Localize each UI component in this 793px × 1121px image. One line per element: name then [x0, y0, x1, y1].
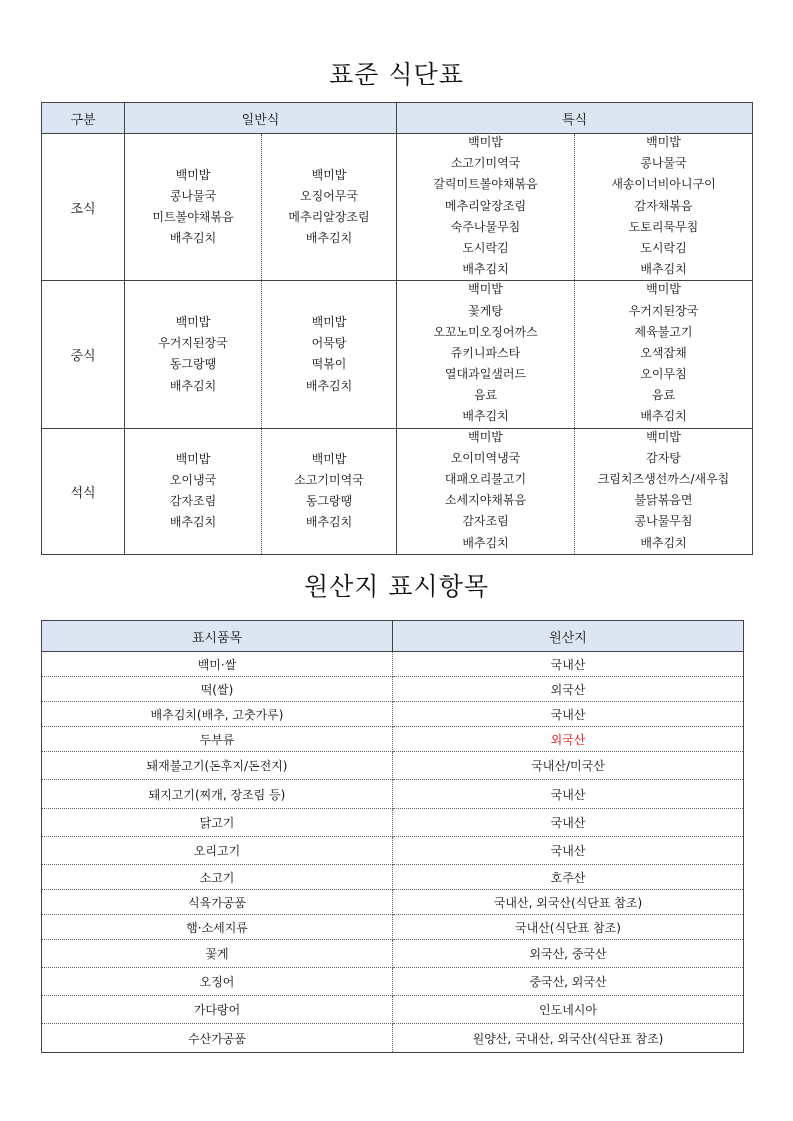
dish-item: 백미밥: [311, 451, 347, 466]
dish-item: 백미밥: [311, 167, 347, 182]
dish-item: 배추김치: [462, 262, 509, 277]
origin-item: 닭고기: [42, 809, 393, 837]
dish-item: 음료: [651, 388, 676, 403]
origin-country: 국내산(식단표 참조): [393, 915, 744, 940]
origin-country: 국내산: [393, 702, 744, 727]
dish-item: 감자조림: [169, 494, 217, 509]
origin-row: [42, 1024, 744, 1053]
header-category: 구분: [42, 103, 125, 134]
origin-item: 꽃게: [42, 940, 393, 968]
dish-item: 소고기미역국: [450, 156, 521, 171]
dish-item: 제육불고기: [634, 324, 693, 339]
dish-item: 배추김치: [462, 535, 509, 550]
menu-table: [41, 102, 753, 555]
menu-cell-special-b: [575, 134, 753, 281]
origin-row: [42, 837, 744, 865]
origin-country: 국내산, 외국산(식단표 참조): [393, 890, 744, 915]
dish-item: 콩나물국: [169, 188, 217, 203]
menu-title: 표준 식단표: [329, 60, 464, 89]
origin-row: [42, 940, 744, 968]
meal-name: 석식: [42, 428, 125, 554]
dish-item: 불닭볶음면: [634, 493, 693, 508]
menu-cell-special-b: [575, 428, 753, 554]
dish-item: 오이무침: [640, 367, 687, 382]
dish-item: 갈릭미트볼야채볶음: [433, 177, 538, 192]
origin-row: [42, 780, 744, 809]
origin-country: 국내산/미국산: [393, 752, 744, 780]
menu-cell-special-a: [397, 281, 575, 428]
origin-item: 돼재불고기(돈후지/돈전지): [42, 752, 393, 780]
origin-country: 원양산, 국내산, 외국산(식단표 참조): [393, 1024, 744, 1053]
origin-item: 소고기: [42, 865, 393, 890]
origin-row: [42, 652, 744, 677]
dish-item: 도시락김: [640, 240, 687, 255]
origin-row: [42, 752, 744, 780]
dish-item: 배추김치: [640, 409, 687, 424]
dish-item: 어묵탕: [311, 336, 347, 351]
origin-country: 국내산: [393, 652, 744, 677]
meal-row: [42, 281, 753, 428]
dish-item: 감자탕: [646, 450, 681, 465]
menu-cell-general-b: [262, 134, 397, 281]
origin-row: [42, 702, 744, 727]
dish-item: 대패오리불고기: [444, 472, 527, 486]
dish-item: 떡볶이: [311, 357, 347, 372]
origin-row: [42, 677, 744, 702]
dish-item: 백미밥: [468, 429, 503, 444]
origin-item: 수산가공품: [42, 1024, 393, 1053]
menu-cell-special-a: [397, 134, 575, 281]
dish-item: 감자채볶음: [634, 198, 693, 213]
origin-item: 오리고기: [42, 837, 393, 865]
dish-item: 백미밥: [175, 451, 211, 466]
dish-item: 백미밥: [175, 315, 211, 330]
meal-name: 중식: [42, 281, 125, 428]
dish-item: 배추김치: [169, 378, 217, 393]
dish-item: 백미밥: [646, 429, 681, 444]
origin-country: 외국산: [393, 727, 744, 752]
dish-item: 숙주나물무침: [450, 219, 521, 234]
menu-header-row: [42, 103, 753, 134]
header-origin: 원산지: [393, 621, 744, 652]
header-special: 특식: [397, 103, 753, 134]
header-general: 일반식: [125, 103, 397, 134]
dish-item: 배추김치: [305, 231, 353, 246]
dish-item: 우거지된장국: [628, 303, 699, 318]
dish-item: 도토리묵무침: [628, 219, 699, 234]
dish-item: 백미밥: [468, 135, 503, 149]
origin-item: 식육가공품: [42, 890, 393, 915]
dish-item: 꽃게탕: [468, 303, 503, 318]
origin-item: 가다랑어: [42, 996, 393, 1024]
dish-item: 메추리알장조림: [444, 198, 527, 213]
dish-item: 배추김치: [305, 515, 353, 530]
dish-item: 새송이너비아니구이: [611, 177, 716, 192]
dish-item: 백미밥: [646, 282, 681, 297]
origin-country: 인도네시아: [393, 996, 744, 1024]
origin-row: [42, 890, 744, 915]
dish-item: 음료: [473, 388, 498, 403]
menu-cell-special-a: [397, 428, 575, 554]
menu-cell-general-a: [125, 428, 262, 554]
origin-item: 돼지고기(찌개, 장조림 등): [42, 780, 393, 809]
dish-item: 소고기미역국: [294, 473, 364, 487]
meal-row: [42, 134, 753, 281]
dish-item: 크림치즈생선까스/새우칩: [597, 472, 730, 486]
meal-row: [42, 428, 753, 554]
menu-cell-general-a: [125, 134, 262, 281]
dish-item: 열대과일샐러드: [444, 367, 527, 382]
dish-item: 배추김치: [305, 378, 353, 393]
origin-country: 외국산: [393, 677, 744, 702]
dish-item: 오색잡채: [640, 345, 687, 360]
origin-country: 국내산: [393, 780, 744, 809]
origin-country: 중국산, 외국산: [393, 968, 744, 996]
origin-country: 국내산: [393, 809, 744, 837]
dish-item: 콩나물국: [640, 156, 687, 171]
dish-item: 콩나물무침: [634, 514, 693, 529]
dish-item: 백미밥: [646, 135, 681, 149]
origin-item: 두부류: [42, 727, 393, 752]
dish-item: 배추김치: [640, 262, 687, 277]
origin-country: 국내산: [393, 837, 744, 865]
header-item: 표시품목: [42, 621, 393, 652]
dish-item: 쥬키니파스타: [450, 345, 521, 360]
origin-item: 오징어: [42, 968, 393, 996]
dish-item: 백미밥: [175, 167, 211, 182]
origin-row: [42, 915, 744, 940]
dish-item: 우거지된장국: [158, 336, 228, 351]
dish-item: 동그랑땡: [169, 357, 217, 372]
dish-item: 배추김치: [169, 231, 217, 246]
dish-item: 메추리알장조림: [288, 210, 370, 225]
dish-item: 오이미역냉국: [450, 450, 521, 465]
dish-item: 배추김치: [462, 409, 509, 424]
dish-item: 동그랑땡: [305, 494, 353, 509]
dish-item: 백미밥: [311, 315, 347, 330]
meal-name: 조식: [42, 134, 125, 281]
menu-cell-special-b: [575, 281, 753, 428]
origin-item: 떡(쌀): [42, 677, 393, 702]
dish-item: 소세지야채볶음: [444, 493, 527, 508]
origin-country: 호주산: [393, 865, 744, 890]
dish-item: 오징어무국: [300, 188, 358, 203]
origin-row: [42, 968, 744, 996]
origin-row: [42, 727, 744, 752]
origin-item: 배추김치(배추, 고춧가루): [42, 702, 393, 727]
dish-item: 배추김치: [169, 515, 217, 530]
origin-title: 원산지 표시항목: [304, 572, 489, 601]
origin-table: [41, 620, 744, 1053]
origin-row: [42, 809, 744, 837]
dish-item: 도시락김: [462, 240, 509, 255]
origin-row: [42, 996, 744, 1024]
dish-item: 오이냉국: [169, 473, 217, 487]
origin-header-row: [42, 621, 744, 652]
dish-item: 미트볼야채볶음: [152, 210, 234, 225]
dish-item: 오꼬노미오징어까스: [433, 324, 538, 339]
origin-country: 외국산, 중국산: [393, 940, 744, 968]
menu-cell-general-a: [125, 281, 262, 428]
origin-row: [42, 865, 744, 890]
origin-item: 백미·쌀: [42, 652, 393, 677]
menu-cell-general-b: [262, 428, 397, 554]
dish-item: 감자조림: [462, 514, 509, 529]
origin-item: 햄·소세지류: [42, 915, 393, 940]
dish-item: 배추김치: [640, 535, 687, 550]
menu-cell-general-b: [262, 281, 397, 428]
dish-item: 백미밥: [468, 282, 503, 297]
